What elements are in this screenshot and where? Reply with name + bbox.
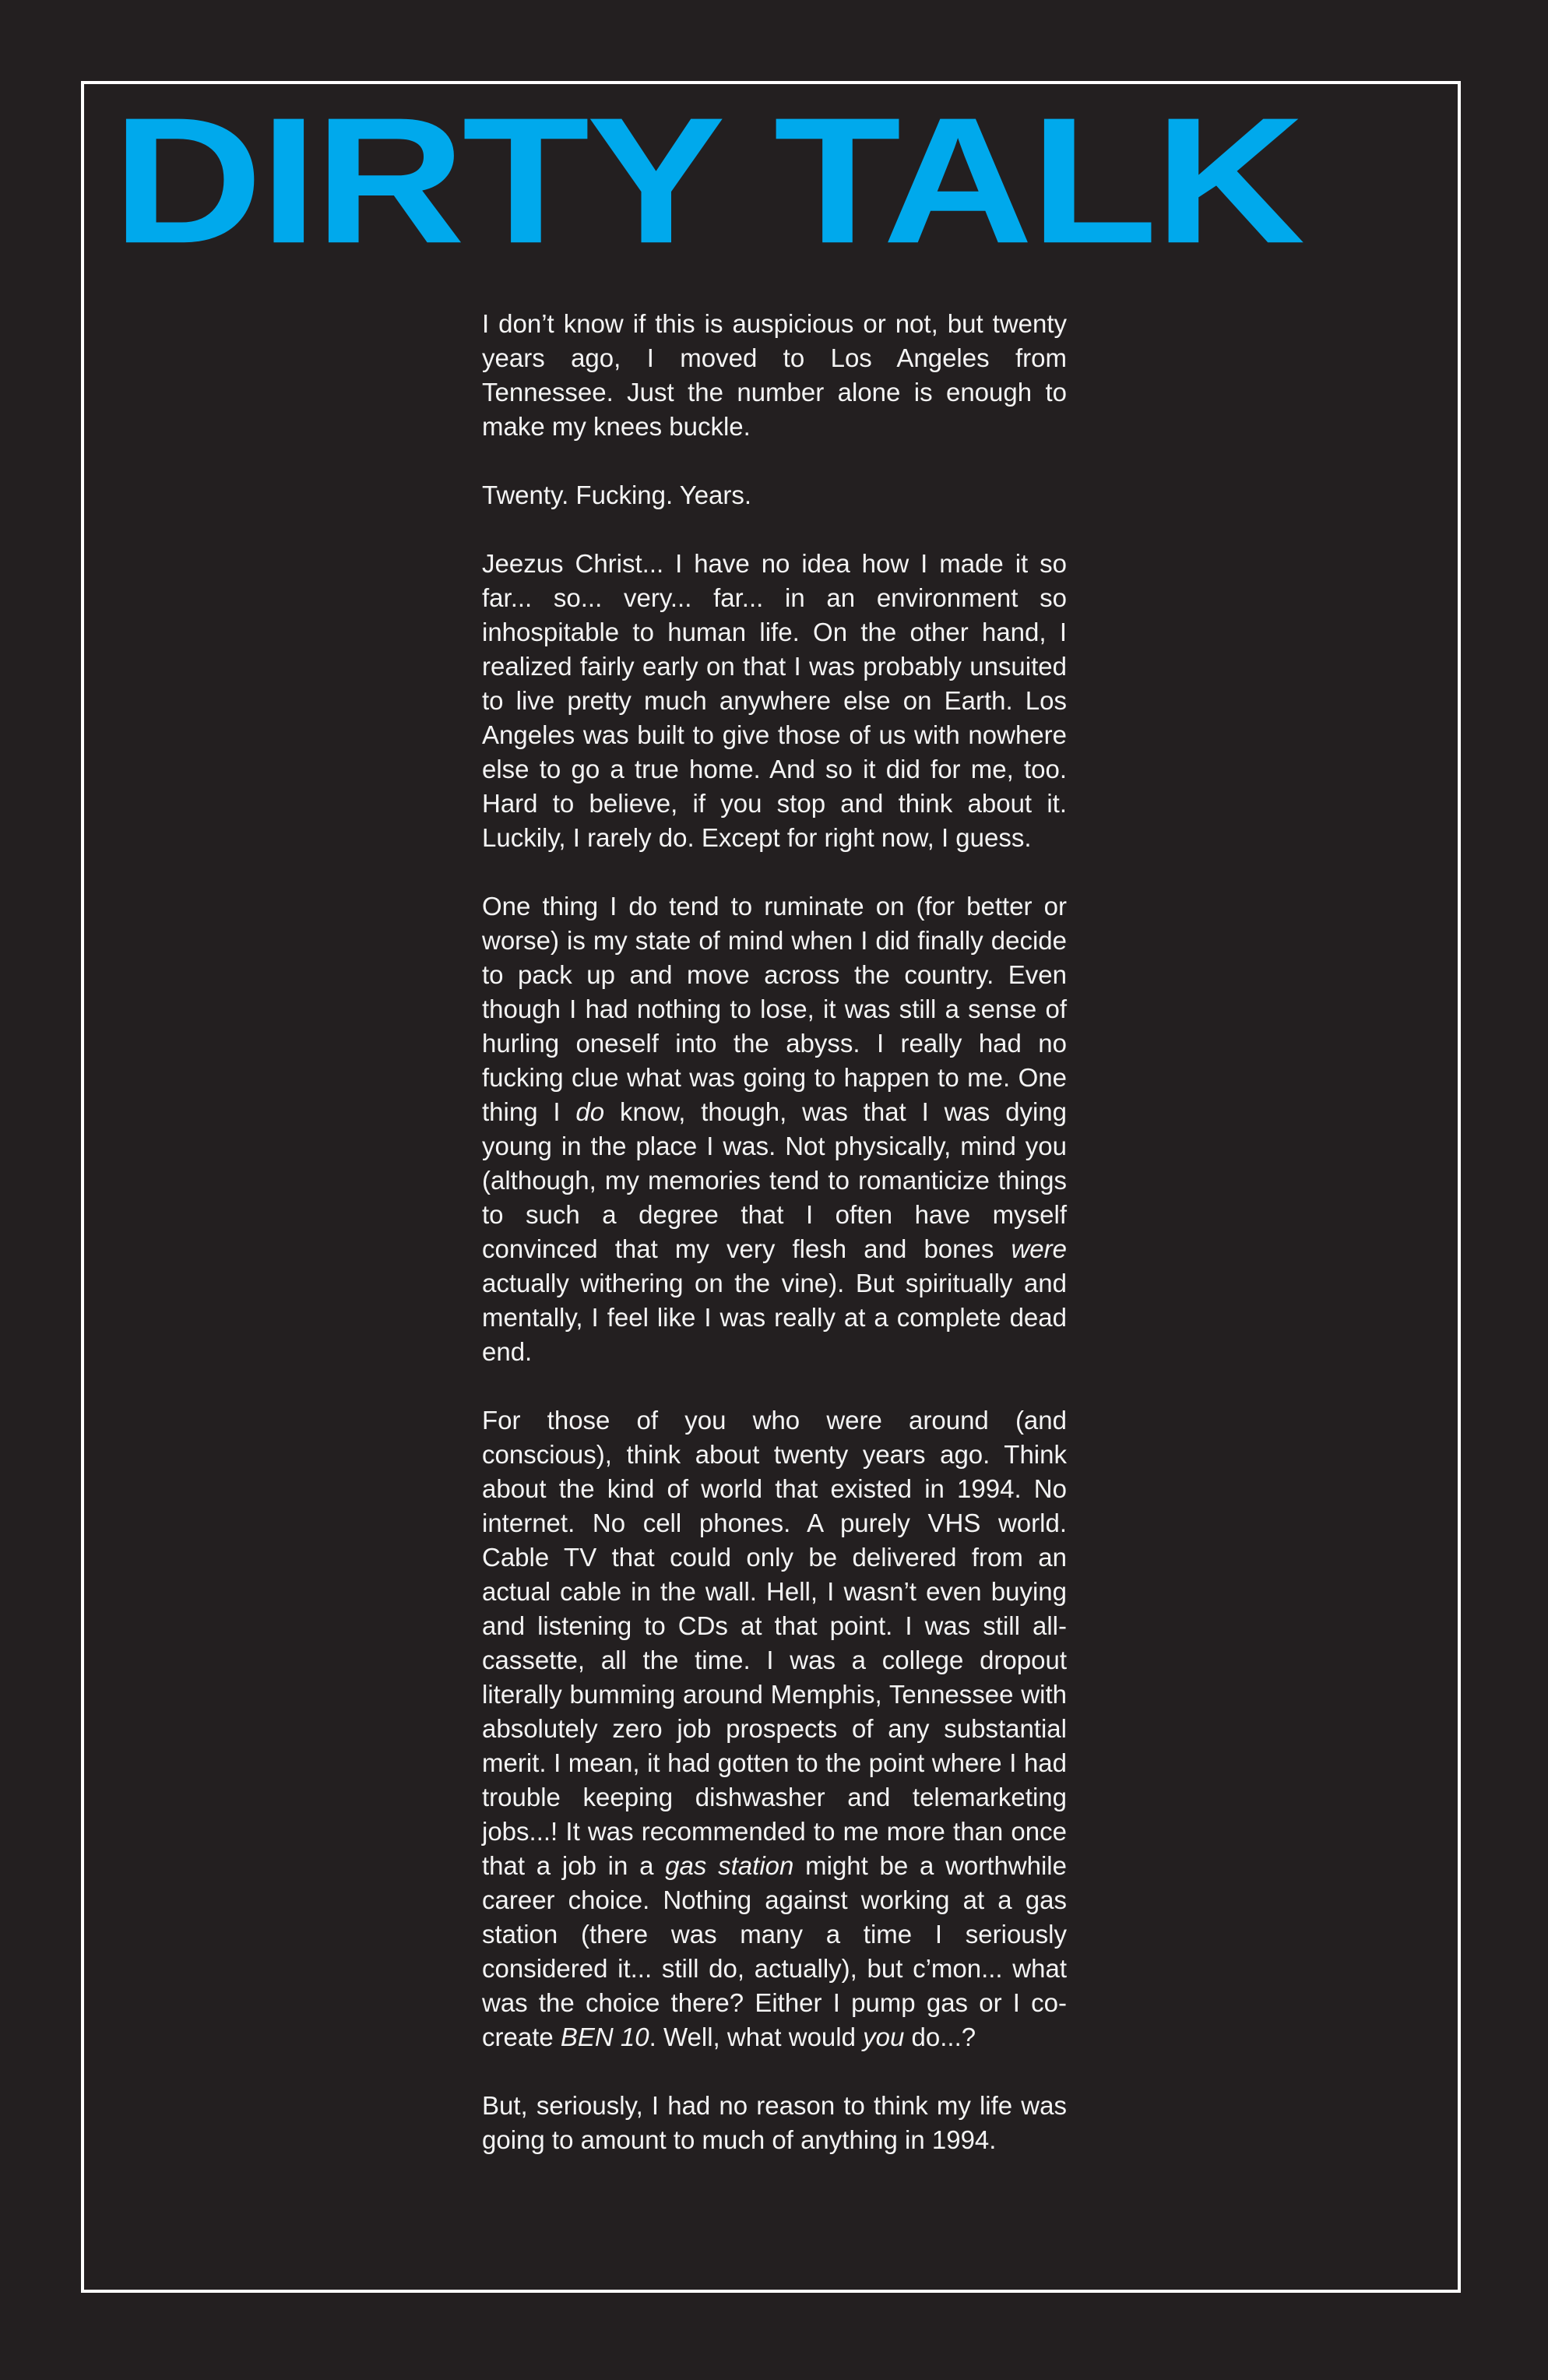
paragraph-5-text-a: For those of you who were around (and conscious), think about twenty years ago. Think about the kind of world that existed in 1994. No internet. No cell phones. A purely VHS world. Cable TV that could only be delivered from an actual cable in the wall. Hell, I wasn’t even buying and listening to CDs at that point. I was still all-cassette, all the time. I was a college dropout literally bumming around Memphis, Tennessee with absolutely zero job prospects of any substantial merit. I mean, it had gotten to the point where I had trouble keeping dishwasher and telemarketing jobs...! It was recommended to me more than once that a job in a xyxy=(482,1406,1067,1880)
article-body xyxy=(482,307,1067,2157)
paragraph-4-emphasis-were: were xyxy=(1011,1234,1067,1263)
paragraph-2: Twenty. Fucking. Years. xyxy=(482,481,752,509)
paragraph-5-emphasis-gas-station: gas station xyxy=(665,1851,794,1880)
paragraph-4-text-a: One thing I do tend to ruminate on (for better or worse) is my state of mind when I did finally decide to pack up and move across the country. Even though I had nothing to lose, it was still a sense of hurling oneself into the abyss. I really had no fucking clue what was going to happen to me. One thing I xyxy=(482,892,1067,1126)
paragraph-3: Jeezus Christ... I have no idea how I made it so far... so... very... far... in an environment so inhospitable to human life. On the other hand, I realized fairly early on that I was probably unsuited to live pretty much anywhere else on Earth. Los Angeles was built to give those of us with nowhere else to go a true home. And so it did for me, too. Hard to believe, if you stop and think about it. Luckily, I rarely do. Except for right now, I guess. xyxy=(482,549,1067,852)
paragraph-5-text-c: . Well, what would xyxy=(649,2023,864,2051)
paragraph-5 xyxy=(482,1403,1067,2054)
paragraph-5-text-b: might be a worthwhile career choice. Nothing against working at a gas station (there was many a time I seriously considered it... still do, actually), but c’mon... what was the choice there? Either I pump gas or I co-create xyxy=(482,1851,1067,2051)
page-title: DIRTY TALK xyxy=(112,79,1303,281)
paragraph-5-emphasis-ben10: BEN 10 xyxy=(560,2023,649,2051)
paragraph-4-emphasis-do: do xyxy=(575,1097,605,1126)
paragraph-4 xyxy=(482,889,1067,1369)
paragraph-5-text-d: do...? xyxy=(904,2023,976,2051)
paragraph-1: I don’t know if this is auspicious or not, but twenty years ago, I moved to Los Angeles from Tennessee. Just the number alone is enough to make my knees buckle. xyxy=(482,309,1067,441)
paragraph-4-text-b: know, though, was that I was dying young in the place I was. Not physically, mind you (although, my memories tend to romanticize things to such a degree that I often have myself convinced that my very flesh and bones xyxy=(482,1097,1067,1263)
paragraph-4-text-c: actually withering on the vine). But spiritually and mentally, I feel like I was really at a complete dead end. xyxy=(482,1269,1067,1366)
paragraph-6: But, seriously, I had no reason to think my life was going to amount to much of anything in 1994. xyxy=(482,2091,1067,2154)
paragraph-5-emphasis-you: you xyxy=(863,2023,905,2051)
